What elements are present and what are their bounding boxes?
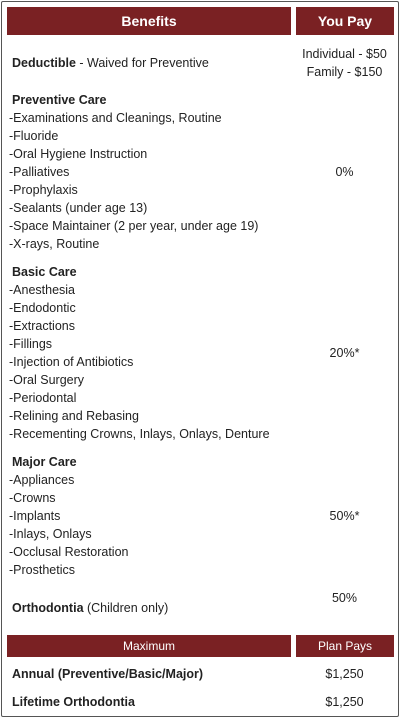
basic-title: Basic Care [12, 265, 77, 279]
lifetime-ortho-value: $1,250 [325, 695, 364, 709]
preventive-item: -Palliatives [9, 165, 70, 179]
preventive-pay: 0% [335, 165, 354, 179]
ortho-label: Orthodontia [12, 601, 84, 615]
benefits-header-label: Benefits [121, 13, 177, 29]
basic-item: -Anesthesia [9, 283, 76, 297]
you-pay-header-label: You Pay [317, 13, 373, 29]
deductible-individual: Individual - $50 [302, 47, 387, 61]
preventive-item: -Sealants (under age 13) [9, 201, 148, 215]
maximum-header-label: Maximum [122, 639, 175, 653]
deductible-label: Deductible [12, 56, 76, 70]
benefits-header [7, 7, 291, 35]
basic-item: -Injection of Antibiotics [9, 355, 134, 369]
preventive-item: -Prophylaxis [9, 183, 78, 197]
basic-item: -Relining and Rebasing [9, 409, 139, 423]
deductible-note: - Waived for Preventive [75, 56, 209, 70]
preventive-item: -Fluoride [9, 129, 59, 143]
deductible-family: Family - $150 [306, 65, 383, 79]
you-pay-header [296, 7, 394, 35]
basic-item: -Fillings [9, 337, 53, 351]
major-item: -Occlusal Restoration [9, 545, 129, 559]
basic-pay: 20%* [329, 346, 360, 360]
major-title: Major Care [12, 455, 77, 469]
maximum-header [7, 635, 291, 657]
preventive-item: -Oral Hygiene Instruction [9, 147, 148, 161]
basic-item: -Endodontic [9, 301, 76, 315]
ortho-row [12, 599, 168, 617]
major-item: -Prosthetics [9, 563, 75, 577]
preventive-item: -Space Maintainer (2 per year, under age 19) [9, 219, 259, 233]
lifetime-ortho-label: Lifetime Orthodontia [12, 695, 135, 709]
ortho-note: (Children only) [83, 601, 169, 615]
preventive-title: Preventive Care [12, 93, 107, 107]
ortho-pay: 50% [331, 591, 358, 605]
major-item: -Crowns [9, 491, 56, 505]
preventive-item: -Examinations and Cleanings, Routine [9, 111, 222, 125]
major-item: -Implants [9, 509, 61, 523]
basic-item: -Recementing Crowns, Inlays, Onlays, Denture [9, 427, 270, 441]
basic-item: -Extractions [9, 319, 75, 333]
major-item: -Inlays, Onlays [9, 527, 92, 541]
deductible-row [12, 54, 209, 72]
major-pay: 50%* [329, 509, 360, 523]
preventive-item: -X-rays, Routine [9, 237, 100, 251]
major-item: -Appliances [9, 473, 75, 487]
annual-max-label: Annual (Preventive/Basic/Major) [12, 667, 204, 681]
basic-item: -Oral Surgery [9, 373, 85, 387]
plan-pays-header [296, 635, 394, 657]
plan-pays-header-label: Plan Pays [317, 639, 373, 653]
annual-max-value: $1,250 [325, 667, 364, 681]
basic-item: -Periodontal [9, 391, 77, 405]
